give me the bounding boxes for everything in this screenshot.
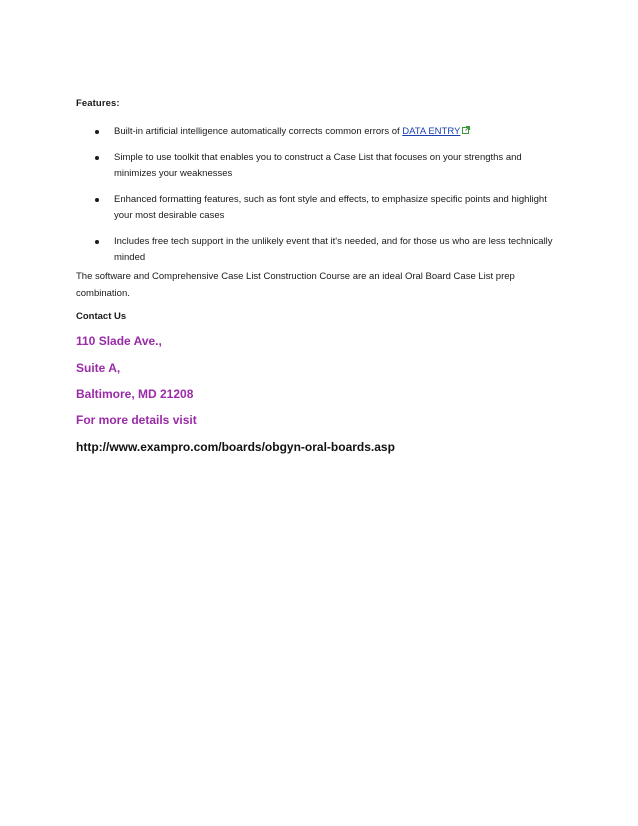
bullet-icon [95,130,99,134]
list-item [76,234,576,266]
details-url[interactable]: http://www.exampro.com/boards/obgyn-oral-boards.asp [76,440,395,454]
external-link-icon[interactable] [462,124,470,132]
bullet-icon [95,156,99,160]
address-line1: 110 Slade Ave., [76,334,162,348]
feature-text-line2: minded [114,252,146,263]
bullet-icon [95,198,99,202]
feature-text-line2: your most desirable cases [114,210,225,221]
address-line3: Baltimore, MD 21208 [76,387,194,401]
feature-text-line1: Simple to use toolkit that enables you to construct a Case List that focuses on your strengths and [114,152,522,163]
summary-paragraph [76,268,556,302]
feature-list [76,124,576,276]
contact-heading: Contact Us [76,311,127,322]
list-item [76,150,576,182]
list-item [76,124,576,140]
feature-text: Built-in artificial intelligence automatically corrects common errors of [114,126,403,137]
address-line2: Suite A, [76,361,121,375]
bullet-icon [95,240,99,244]
paragraph-line2: combination. [76,288,130,299]
data-entry-link[interactable]: DATA ENTRY [402,126,461,137]
feature-text-line2: minimizes your weaknesses [114,168,233,179]
details-label: For more details visit [76,413,197,427]
paragraph-line1: The software and Comprehensive Case List Construction Course are an ideal Oral Board Case List prep [76,271,515,282]
feature-text-line1: Enhanced formatting features, such as font style and effects, to emphasize specific points and highlight [114,194,547,205]
list-item [76,192,576,224]
features-heading: Features: [76,98,120,109]
feature-text-line1: Includes free tech support in the unlikely event that it's needed, and for those us who are less technically [114,236,553,247]
